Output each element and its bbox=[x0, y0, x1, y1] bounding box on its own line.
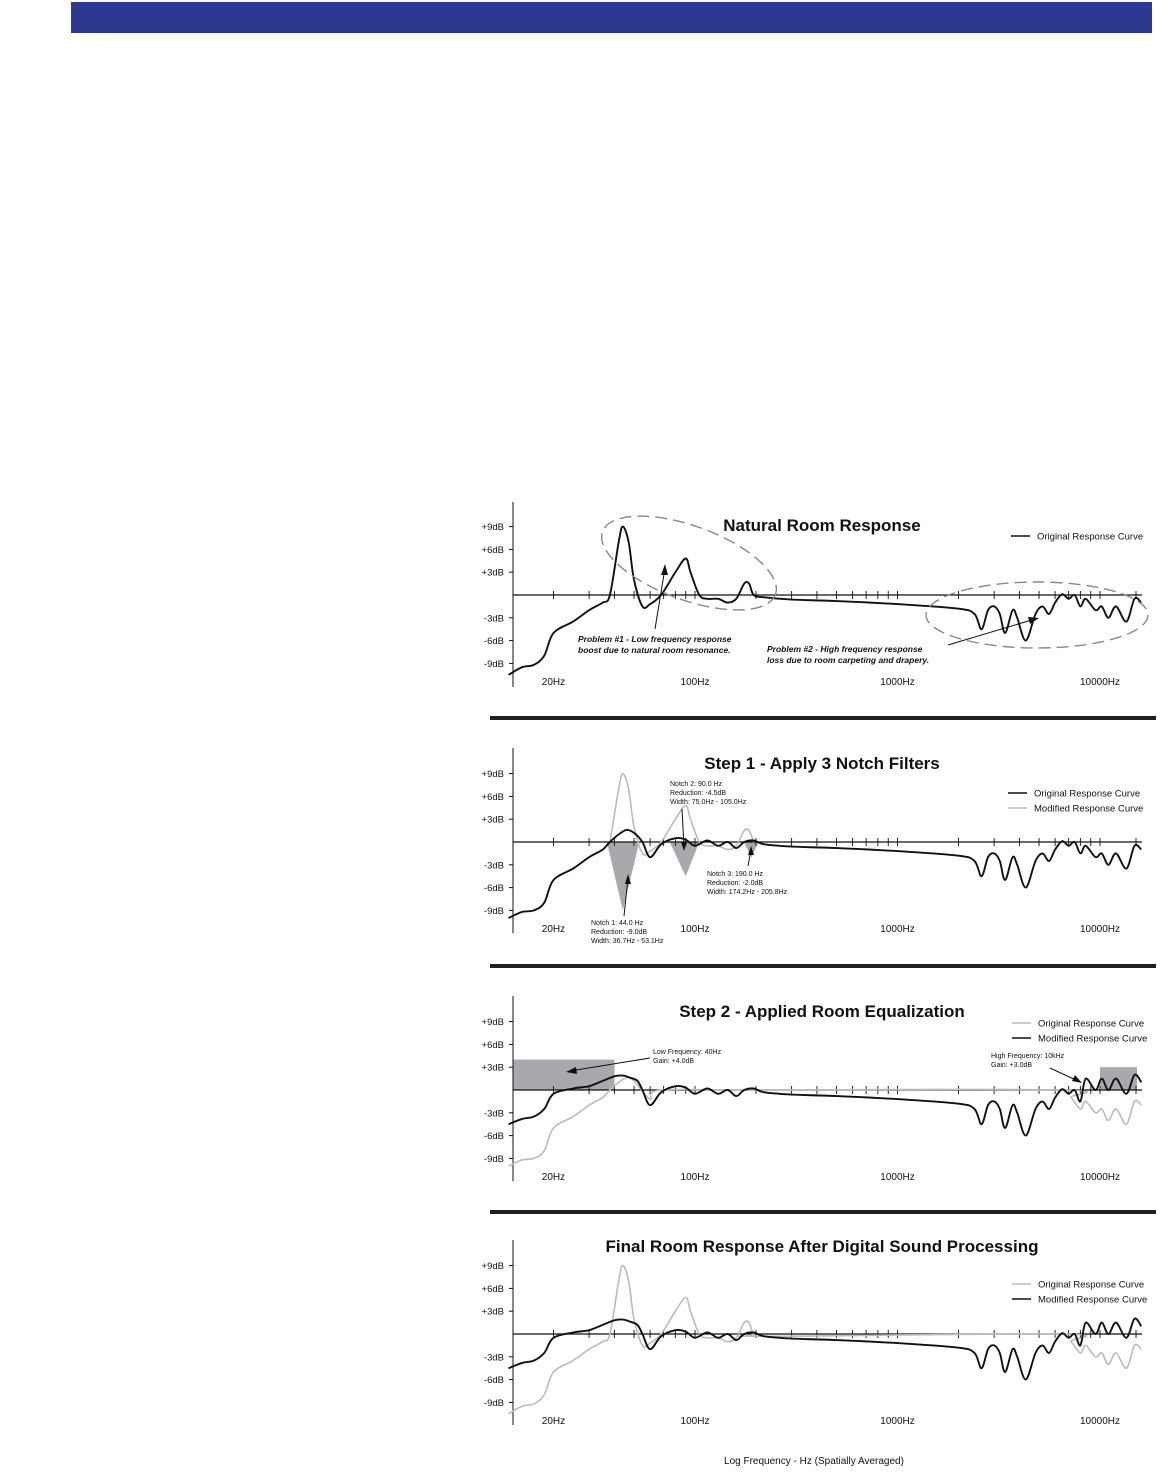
legend-label: Original Response Curve bbox=[1038, 1279, 1145, 1291]
y-tick-label: -9dB bbox=[483, 905, 504, 917]
problem-1-label: boost due to natural room resonance. bbox=[578, 645, 731, 655]
section-divider bbox=[490, 1210, 1156, 1214]
y-tick-label: -9dB bbox=[483, 1153, 504, 1165]
chart-panels bbox=[482, 497, 1156, 1427]
x-tick-label: 1000Hz bbox=[880, 1416, 915, 1427]
problem-2-ellipse bbox=[926, 582, 1148, 648]
legend-label: Modified Response Curve bbox=[1034, 803, 1144, 815]
y-tick-label: +3dB bbox=[481, 1306, 504, 1318]
y-tick-label: -3dB bbox=[483, 1352, 504, 1364]
notch-label: Notch 3: 190.0 Hz bbox=[707, 871, 764, 878]
x-tick-label: 100Hz bbox=[680, 1416, 710, 1427]
y-tick-label: +3dB bbox=[481, 567, 504, 579]
notch-label: Reduction: -2.0dB bbox=[707, 880, 764, 887]
legend-label: Original Response Curve bbox=[1034, 788, 1141, 800]
notch-label: Width: 75.0Hz - 105.0Hz bbox=[670, 799, 747, 806]
y-tick-label: -3dB bbox=[483, 860, 504, 872]
y-tick-label: -9dB bbox=[483, 658, 504, 670]
notch-label: Reduction: -4.5dB bbox=[670, 790, 727, 797]
notch-label: Reduction: -9.0dB bbox=[591, 929, 648, 936]
x-tick-label: 100Hz bbox=[680, 924, 710, 935]
notch-triangle bbox=[607, 842, 639, 910]
notch-label: Width: 174.2Hz - 205.8Hz bbox=[707, 889, 788, 896]
chart-panel-4 bbox=[482, 1237, 1148, 1427]
y-tick-label: +9dB bbox=[481, 1017, 504, 1029]
x-tick-label: 10000Hz bbox=[1079, 1416, 1121, 1427]
arrowhead bbox=[1072, 1075, 1082, 1083]
y-tick-label: -9dB bbox=[483, 1397, 504, 1409]
section-divider bbox=[490, 716, 1156, 720]
modified-response-curve bbox=[509, 1319, 1142, 1380]
x-tick-label: 1000Hz bbox=[880, 677, 915, 688]
legend-label: Original Response Curve bbox=[1037, 531, 1144, 543]
y-tick-label: +3dB bbox=[481, 1062, 504, 1074]
y-tick-label: +6dB bbox=[481, 544, 504, 556]
chart-title: Final Room Response After Digital Sound Processing bbox=[605, 1237, 1039, 1256]
y-tick-label: +9dB bbox=[481, 522, 504, 534]
x-tick-label: 20Hz bbox=[541, 924, 566, 935]
notch-label: Width: 36.7Hz - 53.1Hz bbox=[591, 938, 664, 945]
y-tick-label: +3dB bbox=[481, 814, 504, 826]
section-divider bbox=[490, 964, 1156, 968]
x-tick-label: 1000Hz bbox=[880, 924, 915, 935]
original-response-curve bbox=[509, 1078, 1142, 1166]
notch-label: Notch 1: 44.0 Hz bbox=[591, 920, 644, 927]
x-tick-label: 10000Hz bbox=[1079, 924, 1121, 935]
shelf-fill bbox=[513, 1060, 614, 1090]
x-tick-label: 100Hz bbox=[680, 677, 710, 688]
problem-1-label: Problem #1 - Low frequency response bbox=[578, 634, 732, 644]
notch-2-arrow bbox=[682, 809, 684, 847]
y-tick-label: -6dB bbox=[483, 636, 504, 648]
x-tick-label: 20Hz bbox=[541, 1172, 566, 1183]
legend-label: Original Response Curve bbox=[1038, 1018, 1145, 1030]
x-tick-label: 100Hz bbox=[680, 1172, 710, 1183]
shelf-label: Low Frequency: 40Hz bbox=[653, 1049, 722, 1056]
chart-title: Step 1 - Apply 3 Notch Filters bbox=[704, 754, 940, 773]
chart-panel-2 bbox=[482, 748, 1156, 968]
y-tick-label: +9dB bbox=[481, 1261, 504, 1273]
x-tick-label: 10000Hz bbox=[1079, 677, 1121, 688]
y-tick-label: +6dB bbox=[481, 791, 504, 803]
legend-label: Modified Response Curve bbox=[1038, 1294, 1148, 1306]
problem-2-label: Problem #2 - High frequency response bbox=[767, 644, 923, 654]
y-tick-label: -6dB bbox=[483, 1375, 504, 1387]
y-tick-label: -6dB bbox=[483, 883, 504, 895]
chart-title: Natural Room Response bbox=[723, 516, 921, 535]
x-tick-label: 20Hz bbox=[541, 1416, 566, 1427]
arrowhead bbox=[661, 564, 668, 575]
y-tick-label: -3dB bbox=[483, 1108, 504, 1120]
legend-label: Modified Response Curve bbox=[1038, 1033, 1148, 1045]
shelf-label: Gain: +3.0dB bbox=[991, 1062, 1033, 1069]
chart-title: Step 2 - Applied Room Equalization bbox=[679, 1002, 965, 1021]
x-tick-label: 20Hz bbox=[541, 677, 566, 688]
problem-2-label: loss due to room carpeting and drapery. bbox=[767, 655, 930, 665]
notch-label: Notch 2: 90.0 Hz bbox=[670, 781, 723, 788]
shelf-label: High Frequency: 10kHz bbox=[991, 1053, 1065, 1060]
y-tick-label: +6dB bbox=[481, 1039, 504, 1051]
shelf-label: Gain: +4.0dB bbox=[653, 1058, 695, 1065]
y-tick-label: -3dB bbox=[483, 613, 504, 625]
chart-panel-3 bbox=[482, 996, 1156, 1214]
x-axis-title: Log Frequency - Hz (Spatially Averaged) bbox=[724, 1456, 904, 1467]
y-tick-label: -6dB bbox=[483, 1131, 504, 1143]
original-response-curve bbox=[509, 830, 1142, 918]
x-tick-label: 1000Hz bbox=[880, 1172, 915, 1183]
y-tick-label: +9dB bbox=[481, 769, 504, 781]
chart-panel-1 bbox=[482, 497, 1156, 720]
x-tick-label: 10000Hz bbox=[1079, 1172, 1121, 1183]
y-tick-label: +6dB bbox=[481, 1283, 504, 1295]
